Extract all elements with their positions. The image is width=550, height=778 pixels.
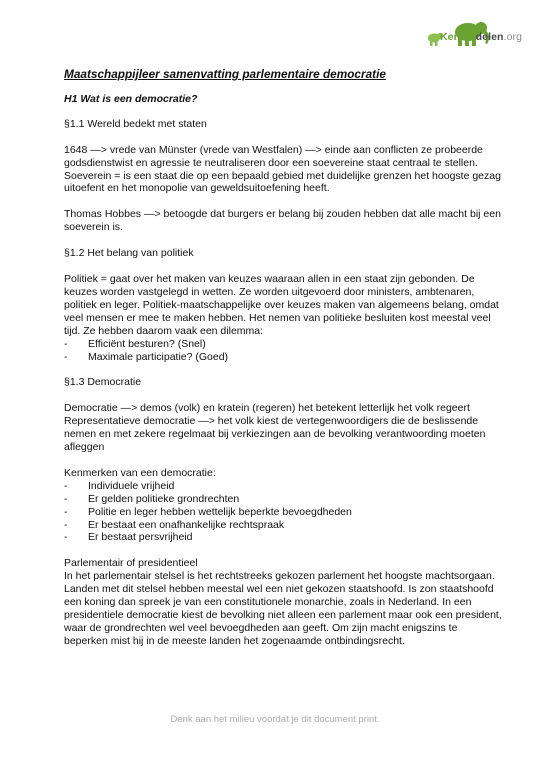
document-body [64,68,504,648]
list-item: - Er bestaat een onafhankelijke rechtspraak [64,519,504,532]
paragraph-hobbes: Thomas Hobbes —> betoogde dat burgers er belang bij zouden hebben dat alle macht bij een soeverein is. [64,208,501,234]
paragraph-democratie: Democratie —> demos (volk) en kratein (regeren) het betekent letterlijk het volk regeert [64,402,470,415]
logo-word-delen: delen [475,31,504,43]
dilemma-list [64,338,504,364]
paragraph-representatief: Representatieve democratie —> het volk kiest de vertegenwoordigers die de beslissende nemen en met zekere regelmaat bij verkiezingen aan de bevolking verantwoording moeten afleggen [64,415,486,454]
parlementair-label: Parlementair of presidentieel [64,557,198,570]
paragraph-parlementair: In het parlementair stelsel is het rechtstreeks gekozen parlement het hoogste machtsorgaan. Landen met dit stelsel hebben meestal wel een niet gekozen staatshoofd. Is zon staatshoofd een koning dan spreek je van een constitutionele monarchie, zoals in Nederland. In een presidentiele democratie kiest de bevolking niet alleen een parlement maar ook een president, waar de grondrechten wel veel bevoegdheden aan geeft. Om zijn macht enigszins te beperken mist hij in de meeste landen het zogenaamde ontbindingsrecht. [64,570,502,647]
kennisdelen-logo[interactable] [420,18,530,54]
footer-note: Denk aan het milieu voordat je dit document print. [170,714,380,725]
paragraph-soeverein: Soeverein = is een staat die op een bepaald gebied met duidelijke grenzen het hoogste gezag uitoefent en het monopolie van geweldsuitoefening heeft. [64,169,501,195]
logo-word-org: .org [503,31,523,43]
paragraph-westfalen: 1648 —> vrede van Münster (vrede van Westfalen) —> einde aan conflicten ze probeerde godsdienstwist en agressie te neutraliseren door een soevereine staat centraal te stellen. [64,143,483,169]
section-heading-1-1: §1.1 Wereld bedekt met staten [64,117,207,130]
list-item: - Individuele vrijheid [64,480,504,493]
kenmerken-label: Kenmerken van een democratie: [64,466,216,479]
paragraph-politiek: Politiek = gaat over het maken van keuzes waaraan allen in een staat zijn gebonden. De keuzes worden vastgelegd in wetten. Ze worden uitgevoerd door ministers, ambtenaren, politiek en leger. Politiek-maatschappelijke over keuzes maken van algemeens belang, omdat veel mensen er mee te maken hebben. Het nemen van politieke besluiten kost meestal veel tijd. Ze hebben daarom vaak een dilemma: [64,273,499,337]
list-item: - Er gelden politieke grondrechten [64,493,504,506]
kenmerken-list [64,480,504,545]
list-item: - Efficiënt besturen? (Snel) [64,338,504,351]
document-title: Maatschappijleer samenvatting parlementaire democratie [64,67,386,81]
logo-wordmark [440,31,522,43]
chapter-heading: H1 Wat is een democratie? [64,92,198,105]
list-item: - Maximale participatie? (Goed) [64,351,504,364]
section-heading-1-3: §1.3 Democratie [64,376,142,389]
list-item: - Er bestaat persvrijheid [64,531,504,544]
section-heading-1-2: §1.2 Het belang van politiek [64,247,194,260]
list-item: - Politie en leger hebben wettelijk beperkte bevoegdheden [64,506,504,519]
logo-word-kennis: Kennis [440,31,476,43]
